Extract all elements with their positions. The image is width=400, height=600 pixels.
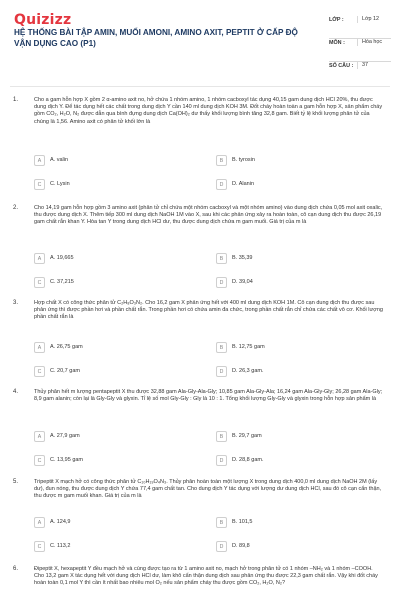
option-text: B. 35,39	[232, 255, 253, 261]
meta-class	[329, 16, 391, 39]
option-b[interactable]	[216, 155, 376, 166]
option-letter-box: B	[216, 431, 227, 442]
meta-subject-label: MÔN :	[329, 40, 345, 46]
meta-class-label: LỚP :	[329, 17, 344, 23]
option-text: D. 89,8	[232, 543, 250, 549]
option-letter-box: A	[34, 342, 45, 353]
option-text: C. 113,2	[50, 543, 71, 549]
question-number: 2.	[13, 205, 19, 211]
option-a[interactable]	[34, 517, 194, 528]
option-b[interactable]	[216, 517, 376, 528]
question-number: 5.	[13, 479, 19, 485]
question-text: Cho 14,19 gam hỗn hợp gồm 3 amino axit (phân tử chỉ chứa một nhóm cacboxyl và một nhóm amino) vào dung dịch chứa 0,05 mol axit oxalic, thu được dung dịch X. Thêm tiếp 300 ml dung dịch NaOH 1M vào X, sau khi các phản ứng xảy ra hoàn toàn, cô cạn dung dịch thu được 26,19 gam chất rắn khan Y. Hòa tan Y trong dung dịch HCl dư, thu được dung dịch chứa m gam muối. Giá trị của m là	[34, 205, 383, 226]
question-number: 1.	[13, 97, 19, 103]
option-letter-box: C	[34, 366, 45, 377]
meta-subject-value: Hóa học	[357, 39, 382, 46]
option-letter-box: B	[216, 155, 227, 166]
question-text: Hợp chất X có công thức phân tử C₂H₈O₃N₂. Cho 16,2 gam X phản ứng hết với 400 ml dung dịch KOH 1M. Cô cạn dung dịch thu được sau phản ứng thì được phần hơi và phần chất rắn. Trong phần hơi có chứa amin đa chức, trong phần chất rắn chỉ chứa các chất vô cơ. Khối lượng phần chất rắn là	[34, 300, 383, 321]
option-letter-box: C	[34, 277, 45, 288]
option-letter-box: D	[216, 179, 227, 190]
meta-subject	[329, 39, 391, 62]
option-letter-box: D	[216, 366, 227, 377]
option-text: C. 37,215	[50, 279, 74, 285]
option-text: D. 28,8 gam.	[232, 457, 264, 463]
option-text: A. 26,75 gam	[50, 344, 83, 350]
option-d[interactable]	[216, 541, 376, 552]
option-letter-box: D	[216, 541, 227, 552]
option-d[interactable]	[216, 179, 376, 190]
question-number: 6.	[13, 566, 19, 572]
option-a[interactable]	[34, 155, 194, 166]
option-letter-box: C	[34, 455, 45, 466]
meta-count-value: 37	[357, 62, 368, 69]
option-d[interactable]	[216, 366, 376, 377]
option-text: D. 39,04	[232, 279, 253, 285]
option-b[interactable]	[216, 342, 376, 353]
option-b[interactable]	[216, 253, 376, 264]
option-a[interactable]	[34, 431, 194, 442]
meta-count	[329, 62, 391, 84]
option-letter-box: A	[34, 517, 45, 528]
question-text: Cho a gam hỗn hợp X gồm 2 α-amino axit no, hở chứa 1 nhóm amino, 1 nhóm cacboxyl tác dụng 40,15 gam dung dịch HCl 20%, thu được dung dịch Y. Để tác dụng hết các chất trong dung dịch Y cần 140 ml dung dịch KOH 3M. Đốt cháy hoàn toàn a gam hỗn hợp X, sản phẩm cháy gồm CO₂, H₂O, N₂ được dẫn qua bình đựng dung dịch Ca(OH)₂ dư thấy khối lượng bình tăng 32,8 gam. Biết tỷ lệ khối lượng phân tử của chúng là 1,56. Amino axit có phân tử khối lớn là	[34, 97, 383, 125]
option-letter-box: A	[34, 253, 45, 264]
question-number: 3.	[13, 300, 19, 306]
option-c[interactable]	[34, 366, 194, 377]
header-divider	[10, 86, 390, 87]
option-d[interactable]	[216, 277, 376, 288]
option-letter-box: C	[34, 179, 45, 190]
meta-class-value: Lớp 12	[357, 16, 379, 23]
option-text: B. 12,75 gam	[232, 344, 265, 350]
worksheet-header	[0, 0, 400, 84]
option-c[interactable]	[34, 455, 194, 466]
worksheet-title: HỆ THỐNG BÀI TẬP AMIN, MUỐI AMONI, AMINO AXIT, PEPTIT Ở CẤP ĐỘ VẬN DỤNG CAO (P1)	[14, 28, 298, 48]
option-letter-box: A	[34, 431, 45, 442]
option-text: D. Alanin	[232, 181, 255, 187]
question-text: Tripeptit X mạch hở có công thức phân tử C₁₀H₁₉O₄N₃. Thủy phân hoàn toàn một lượng X trong dung dịch 400,0 ml dung dịch NaOH 2M (lấy dư), đun nóng, thu được dung dịch Y chứa 77,4 gam chất tan. Cho dung dịch Y tác dụng với lượng dư dung dịch HCl, sau đó cô cạn cẩn thận, thu được m gam muối khan. Giá trị của m là	[34, 479, 382, 500]
meta-count-label: SỐ CÂU :	[329, 63, 354, 69]
option-letter-box: D	[216, 277, 227, 288]
option-letter-box: A	[34, 155, 45, 166]
question-text: Thủy phân hết m lượng pentapeptit X thu được 32,88 gam Ala-Gly-Ala-Gly; 10,85 gam Ala-Gly-Ala; 16,24 gam Ala-Gly-Gly; 26,28 gam Ala-Gly; 8,9 gam alanin; còn lại là Gly-Gly và glyxin. Tỉ lệ số mol Gly-Gly : Gly là 10 : 1. Tổng khối lượng Gly-Gly và glyxin trong hỗn hợp sản phẩm là	[34, 389, 383, 403]
option-text: A. 124,9	[50, 519, 71, 525]
option-d[interactable]	[216, 455, 376, 466]
option-text: D. 26,3 gam.	[232, 368, 264, 374]
option-letter-box: C	[34, 541, 45, 552]
option-c[interactable]	[34, 179, 194, 190]
option-a[interactable]	[34, 342, 194, 353]
option-c[interactable]	[34, 541, 194, 552]
option-text: C. 13,95 gam	[50, 457, 84, 463]
option-letter-box: D	[216, 455, 227, 466]
option-letter-box: B	[216, 517, 227, 528]
option-text: C. 20,7 gam	[50, 368, 80, 374]
option-text: A. 19,665	[50, 255, 74, 261]
question-number: 4.	[13, 389, 19, 395]
option-text: C. Lysin	[50, 181, 70, 187]
option-b[interactable]	[216, 431, 376, 442]
worksheet-meta	[329, 16, 391, 84]
option-letter-box: B	[216, 253, 227, 264]
option-letter-box: B	[216, 342, 227, 353]
question-text: Đipeptit X, hexapeptit Y đều mạch hở và cùng được tạo ra từ 1 amino axit no, mạch hở trong phân tử có 1 nhóm –NH₂ và 1 nhóm –COOH. Cho 13,2 gam X tác dụng hết với dung dịch HCl dư, làm khô cẩn thận dung dịch sau phản ứng thu được 22,3 gam chất rắn. Vậy khi đốt cháy hoàn toàn 0,1 mol Y thì cần ít nhất bao nhiêu mol O₂ nếu sản phẩm cháy thu được gồm CO₂, H₂O, N₂?	[34, 566, 378, 587]
option-c[interactable]	[34, 277, 194, 288]
option-text: A. 27,9 gam	[50, 433, 80, 439]
option-a[interactable]	[34, 253, 194, 264]
option-text: B. tyrosin	[232, 157, 255, 163]
option-text: B. 101,5	[232, 519, 253, 525]
brand-logo: Quizizz	[14, 12, 72, 28]
option-text: B. 29,7 gam	[232, 433, 262, 439]
option-text: A. valin	[50, 157, 69, 163]
